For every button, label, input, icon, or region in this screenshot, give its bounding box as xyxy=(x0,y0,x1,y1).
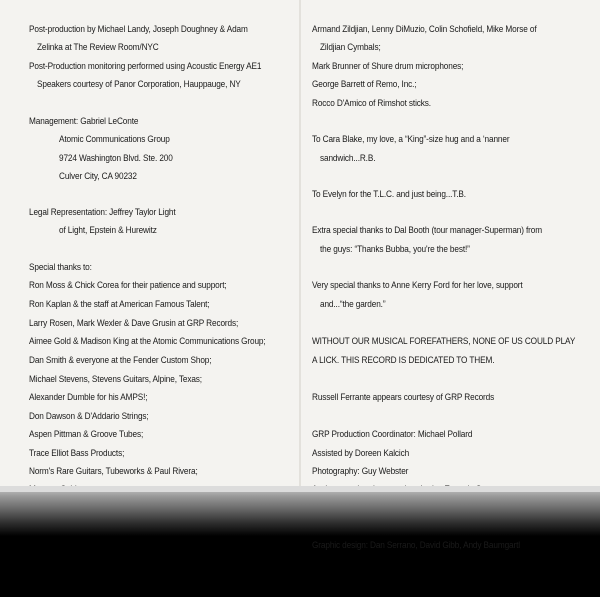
dedication-caps-line: WITHOUT OUR MUSICAL FOREFATHERS, NONE OF US COULD PLAY xyxy=(312,336,576,347)
credit-line: Post-production by Michael Landy, Joseph Doughney & Adam xyxy=(29,24,248,35)
production-credit: Assisted by Doreen Kalcich xyxy=(312,448,410,459)
thanks-line: Aimee Gold & Madison King at the Atomic Communications Group; xyxy=(29,336,266,347)
credit-line: Mark Brunner of Shure drum microphones; xyxy=(312,61,464,72)
credit-line: Armand Zildjian, Lenny DiMuzio, Colin Schofield, Mike Morse of xyxy=(312,24,537,35)
thanks-line: Dan Smith & everyone at the Fender Custom Shop; xyxy=(29,355,212,366)
thanks-line: Very special thanks to Anne Kerry Ford for her love, support xyxy=(312,280,523,291)
thanks-line: Ron Kaplan & the staff at American Famous Talent; xyxy=(29,299,210,310)
management-line: Culver City, CA 90232 xyxy=(59,171,137,182)
thanks-line: Larry Rosen, Mark Wexler & Dave Grusin at GRP Records; xyxy=(29,318,239,329)
legal-line: Legal Representation: Jeffrey Taylor Light xyxy=(29,207,176,218)
thanks-line: Trace Elliot Bass Products; xyxy=(29,448,125,459)
page-spine xyxy=(299,0,301,486)
scan-edge-band xyxy=(0,486,600,492)
legal-line: of Light, Epstein & Hurewitz xyxy=(59,225,157,236)
courtesy-line: Russell Ferrante appears courtesy of GRP Records xyxy=(312,392,495,403)
production-credit: GRP Production Coordinator: Michael Pollard xyxy=(312,429,473,440)
thanks-line: Alexander Dumble for his AMPS!; xyxy=(29,392,148,403)
thanks-line: and...“the garden.” xyxy=(320,299,386,310)
scan-edge-fade xyxy=(0,486,600,536)
production-credit: Photography: Guy Webster xyxy=(312,466,409,477)
thanks-line: Aspen Pittman & Groove Tubes; xyxy=(29,429,144,440)
thanks-line: Norm's Rare Guitars, Tubeworks & Paul Rivera; xyxy=(29,466,198,477)
thanks-line: Michael Stevens, Stevens Guitars, Alpine, Texas; xyxy=(29,374,202,385)
credit-line: Speakers courtesy of Panor Corporation, Hauppauge, NY xyxy=(37,79,241,90)
dedication-line: To Cara Blake, my love, a “King”-size hug and a ‘nanner xyxy=(312,134,510,145)
dedication-caps-line: A LICK. THIS RECORD IS DEDICATED TO THEM. xyxy=(312,355,495,366)
credit-line: Post-Production monitoring performed using Acoustic Energy AE1 xyxy=(29,61,262,72)
thanks-line: Don Dawson & D'Addario Strings; xyxy=(29,411,149,422)
dedication-line: sandwich...R.B. xyxy=(320,153,376,164)
thanks-heading: Special thanks to: xyxy=(29,262,92,273)
dedication-line: To Evelyn for the T.L.C. and just being...T.B. xyxy=(312,189,466,200)
thanks-line: Extra special thanks to Dal Booth (tour manager-Superman) from xyxy=(312,225,543,236)
credit-line: George Barrett of Remo, Inc.; xyxy=(312,79,417,90)
credit-line: Zelinka at The Review Room/NYC xyxy=(37,42,159,53)
production-credit: Graphic design: Dan Serrano, David Gibb, Andy Baumgartl xyxy=(312,540,520,551)
management-line: Atomic Communications Group xyxy=(59,134,170,145)
management-line: Management: Gabriel LeConte xyxy=(29,116,139,127)
credit-line: Rocco D'Amico of Rimshot sticks. xyxy=(312,98,431,109)
thanks-line: Ron Moss & Chick Corea for their patience and support; xyxy=(29,280,227,291)
credit-line: Zildjian Cymbals; xyxy=(320,42,381,53)
management-line: 9724 Washington Blvd. Ste. 200 xyxy=(59,153,173,164)
thanks-line: the guys: “Thanks Bubba, you're the best!” xyxy=(320,244,470,255)
